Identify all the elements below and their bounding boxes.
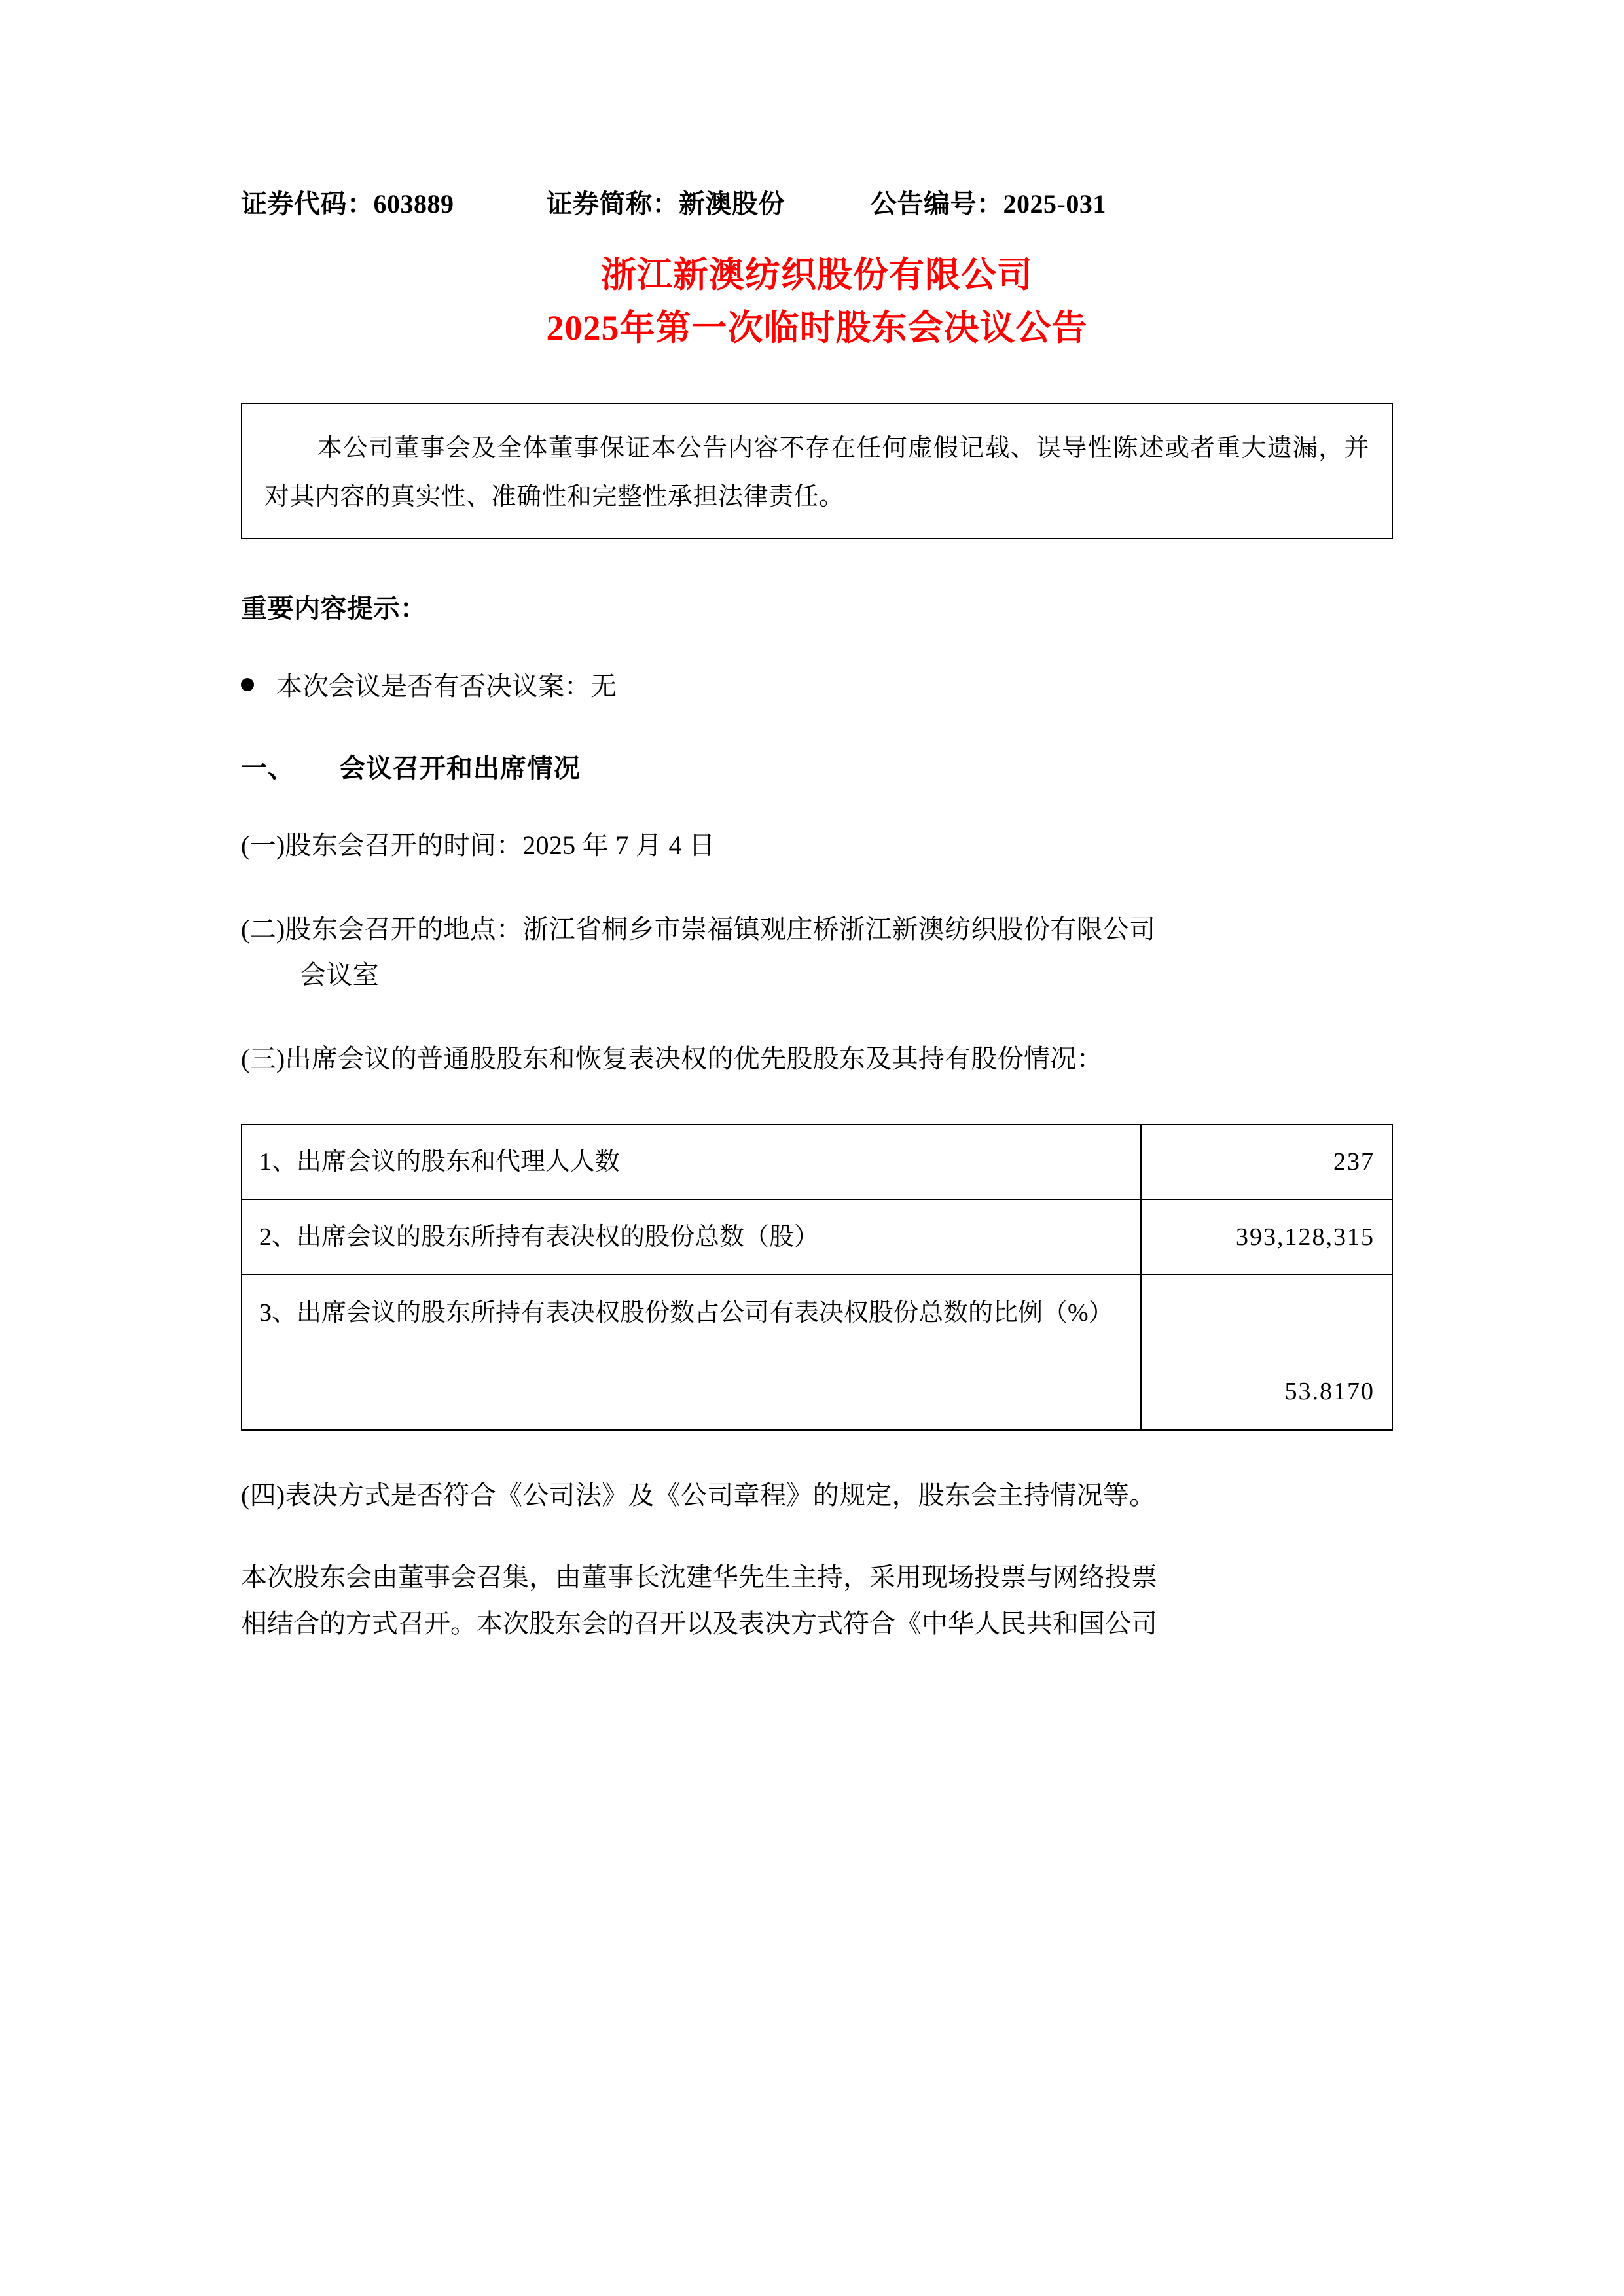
attendance-row-2-label: 2、出席会议的股东所持有表决权的股份总数（股）: [242, 1200, 1141, 1274]
meeting-time: (一)股东会召开的时间：2025 年 7 月 4 日: [241, 831, 715, 861]
attendance-intro: (三)出席会议的普通股股东和恢复表决权的优先股股东及其持有股份情况：: [241, 1044, 1103, 1074]
attendance-row-3-label: 3、出席会议的股东所持有表决权股份数占公司有表决权股份总数的比例（%）: [242, 1274, 1141, 1430]
attendance-row-1-label: 1、出席会议的股东和代理人人数: [242, 1124, 1141, 1199]
attendance-table: [241, 1124, 1393, 1431]
meeting-convener-line1: 本次股东会由董事会召集，由董事长沈建华先生主持，采用现场投票与网络投票: [241, 1562, 1157, 1592]
meeting-place-line1: (二)股东会召开的地点：浙江省桐乡市崇福镇观庄桥浙江新澳纺织股份有限公司: [241, 914, 1156, 944]
important-notice-bullet-text: 本次会议是否有否决议案：无: [276, 672, 617, 702]
security-name: 证券简称：新澳股份: [546, 189, 785, 219]
document-body: [241, 183, 1393, 1647]
security-code: 证券代码：603889: [241, 189, 454, 219]
table-row: [242, 1274, 1392, 1430]
section-one-number: 一、: [241, 753, 295, 783]
disclaimer-text: 本公司董事会及全体董事保证本公告内容不存在任何虚假记载、误导性陈述或者重大遗漏，并对其内容的真实性、准确性和完整性承担法律责任。: [264, 435, 1369, 511]
attendance-row-1-value: 237: [1141, 1124, 1392, 1199]
attendance-row-2-value: 393,128,315: [1141, 1200, 1392, 1274]
section-one-heading: [241, 747, 1393, 785]
table-row: [242, 1200, 1392, 1274]
meeting-place: [241, 906, 1393, 998]
important-notice-bullet: [241, 666, 1393, 703]
disclaimer-box: [241, 403, 1393, 539]
header-code-line: [241, 183, 1393, 221]
section-one-title: 会议召开和出席情况: [339, 753, 581, 783]
voting-method-note: (四)表决方式是否符合《公司法》及《公司章程》的规定，股东会主持情况等。: [241, 1480, 1156, 1510]
table-row: [242, 1124, 1392, 1199]
meeting-convener-line2: 相结合的方式召开。本次股东会的召开以及表决方式符合《中华人民共和国公司: [241, 1609, 1157, 1639]
announcement-number: 公告编号：2025-031: [871, 189, 1106, 219]
page-title-line1: 浙江新澳纺织股份有限公司: [601, 255, 1033, 295]
attendance-row-3-value: 53.8170: [1141, 1274, 1392, 1430]
meeting-place-line2: 会议室: [300, 960, 379, 990]
important-notice-heading: 重要内容提示：: [241, 594, 427, 624]
bullet-dot-icon: [241, 678, 254, 691]
meeting-convener-paragraph: [241, 1554, 1393, 1647]
page-title-line2: 2025年第一次临时股东会决议公告: [546, 308, 1088, 348]
